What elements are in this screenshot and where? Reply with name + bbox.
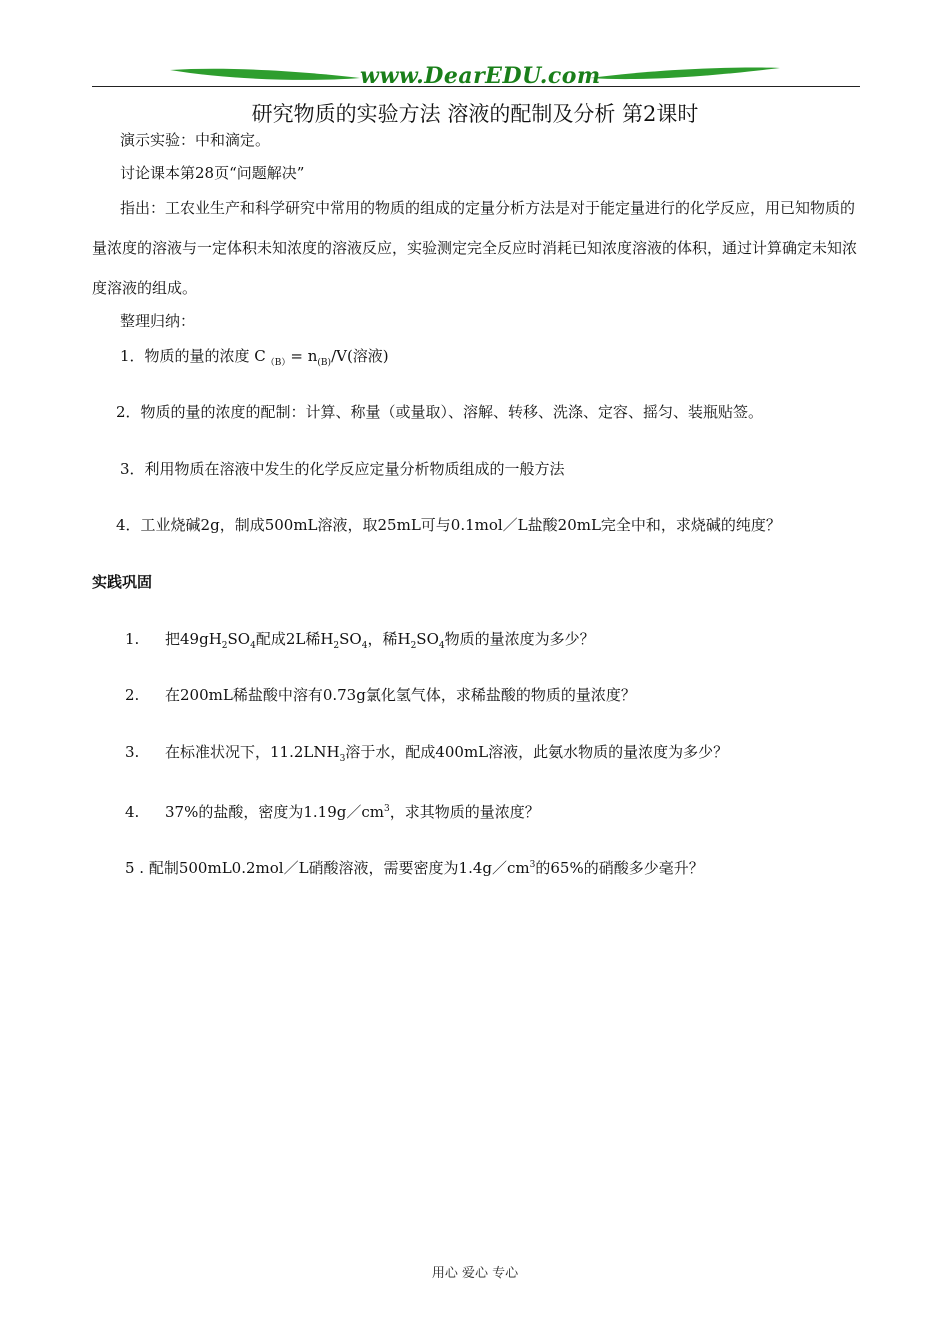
practice-question-4 xyxy=(125,799,540,822)
question-4-text-b: ，求其物质的量浓度？ xyxy=(389,803,540,821)
header-site-name: www.DearEDU.com xyxy=(360,63,601,89)
question-3-number: 3. xyxy=(125,743,140,761)
question-1-sub-6: 4 xyxy=(438,641,445,651)
question-1-text-c: 配成2L稀H xyxy=(255,630,334,648)
question-4-sup-1: 3 xyxy=(383,804,390,814)
summary-item-1-sub-b2: (B) xyxy=(317,358,332,368)
summary-label: 整理归纳： xyxy=(120,312,196,330)
header-rule xyxy=(92,86,860,87)
intro-note: 指出：工农业生产和科学研究中常用的物质的组成的定量分析方法是对于能定量进行的化学反应，用已知物质的量浓度的溶液与一定体积未知浓度的溶液反应，实验测定完全反应时消耗已知浓度溶液的体积，通过计算确定未知浓度溶液的组成。 xyxy=(92,199,858,297)
question-1-text-f: SO xyxy=(416,630,439,648)
question-2-number: 2. xyxy=(125,686,140,704)
question-2-text: 在200mL稀盐酸中溶有0.73g氯化氢气体，求稀盐酸的物质的量浓度？ xyxy=(165,686,636,704)
question-1-text-e: ，稀H xyxy=(367,630,411,648)
practice-question-5 xyxy=(125,855,704,878)
question-3-text-a: 在标准状况下，11.2LNH xyxy=(165,743,340,761)
question-3-sub-1: 3 xyxy=(339,754,346,764)
question-1-text-g: 物质的量浓度为多少？ xyxy=(444,630,595,648)
intro-discuss: 讨论课本第28页“问题解决” xyxy=(120,164,305,182)
summary-item-4: 4．工业烧碱2g，制成500mL溶液，取25mL可与0.1mol／L盐酸20mL完全中和，求烧碱的纯度？ xyxy=(116,516,781,534)
practice-question-3 xyxy=(125,742,728,769)
question-1-sub-2: 4 xyxy=(250,641,256,651)
question-1-sub-5: 2 xyxy=(410,641,417,651)
question-3-text-b: 溶于水，配成400mL溶液，此氨水物质的量浓度为多少？ xyxy=(345,743,729,761)
question-5-text-a: 5 . 配制500mL0.2mol／L硝酸溶液，需要密度为1.4g／cm xyxy=(125,859,530,877)
summary-item-3: 3．利用物质在溶液中发生的化学反应定量分析物质组成的一般方法 xyxy=(120,460,565,478)
question-4-number: 4. xyxy=(125,803,140,821)
practice-question-2 xyxy=(125,685,636,705)
question-1-sub-4: 4 xyxy=(361,641,368,651)
question-4-text-a: 37%的盐酸，密度为1.19g／cm xyxy=(165,803,384,821)
question-1-text-b: SO xyxy=(227,630,251,648)
summary-item-1-sub-b: （B） xyxy=(265,358,291,368)
summary-item-1-suffix: /V(溶液) xyxy=(331,347,389,365)
question-1-text-d: SO xyxy=(339,630,362,648)
question-1-number: 1. xyxy=(125,630,140,648)
page-title: 研究物质的实验方法 溶液的配制及分析 第2课时 xyxy=(251,102,699,126)
summary-item-1-prefix: 1．物质的量的浓度 C xyxy=(120,347,266,365)
practice-question-1 xyxy=(125,629,595,656)
question-1-sub-3: 2 xyxy=(333,641,340,651)
page-footer: 用心 爱心 专心 xyxy=(431,1266,519,1281)
summary-item-1-mid: = n xyxy=(290,347,318,365)
intro-demo: 演示实验：中和滴定。 xyxy=(120,131,271,149)
summary-item-2: 2．物质的量的浓度的配制：计算、称量（或量取）、溶解、转移、洗涤、定容、摇匀、装瓶贴签。 xyxy=(116,403,764,421)
question-5-text-b: 的65%的硝酸多少毫升？ xyxy=(535,859,704,877)
practice-heading: 实践巩固 xyxy=(92,573,153,591)
question-1-sub-1: 2 xyxy=(221,641,228,651)
question-5-sup-1: 3 xyxy=(529,860,536,870)
summary-item-1 xyxy=(120,346,389,373)
question-1-text-a: 把49gH xyxy=(165,630,222,648)
